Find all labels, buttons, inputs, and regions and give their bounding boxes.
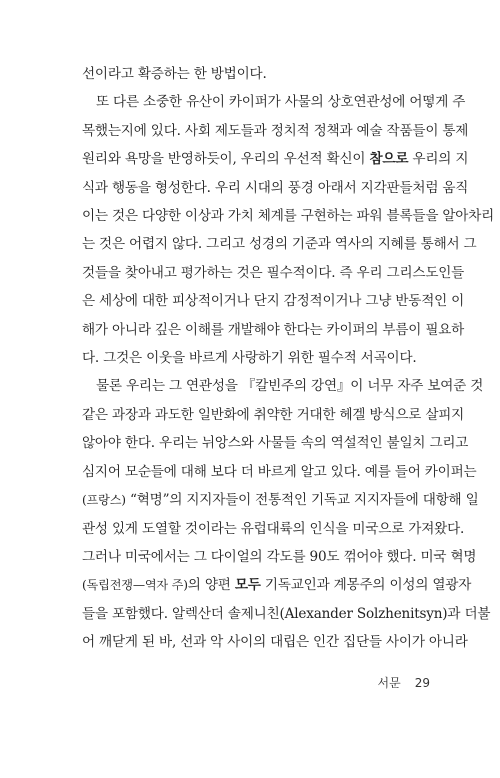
text-line-14: 않아야 한다. 우리는 뉘앙스와 사물들 속의 역설적인 불일치 그리고 bbox=[82, 435, 469, 452]
text-line-10: 해가 아니라 깊은 이해를 개발해야 한다는 카이퍼의 부름이 필요하 bbox=[82, 321, 465, 338]
text-segment: 의 양편 bbox=[187, 577, 235, 594]
page-number: 29 bbox=[414, 676, 430, 690]
text-line-12: 물론 우리는 그 연관성을 『칼빈주의 강연』이 너무 자주 보여준 것 bbox=[96, 378, 484, 395]
text-line-19 bbox=[82, 571, 472, 599]
text-line-2: 또 다른 소중한 유산이 카이퍼가 사물의 상호연관성에 어떻게 주 bbox=[96, 94, 466, 111]
text-segment: “혁명”의 지지자들이 전통적인 기독교 지지자들에 대항해 일 bbox=[125, 492, 479, 509]
text-segment: 기독교인과 계몽주의 이성의 열광자 bbox=[260, 577, 472, 594]
parenthetical-text: (프랑스) bbox=[82, 493, 126, 508]
text-line-4 bbox=[82, 145, 469, 173]
emphasis-text: 모두 bbox=[234, 577, 261, 594]
emphasis-text: 참으로 bbox=[369, 151, 409, 168]
text-line-18: 그러나 미국에서는 그 다이얼의 각도를 90도 꺾어야 했다. 미국 혁명 bbox=[82, 548, 477, 565]
text-line-16 bbox=[82, 486, 479, 514]
text-line-6: 이는 것은 다양한 이상과 가치 체계를 구현하는 파워 블록들을 알아차리 bbox=[82, 208, 495, 225]
text-line-20: 들을 포함했다. 알렉산더 솔제니친(Alexander Solzhenitsyn)과 더불 bbox=[82, 605, 491, 622]
text-segment: 원리와 욕망을 반영하듯이, 우리의 우선적 확신이 bbox=[82, 151, 370, 168]
text-line-21: 어 깨닫게 된 바, 선과 악 사이의 대립은 인간 집단들 사이가 아니라 bbox=[82, 634, 468, 651]
text-line-7: 는 것은 어렵지 않다. 그리고 성경의 기준과 역사의 지혜를 통해서 그 bbox=[82, 236, 477, 253]
text-line-13: 같은 과장과 과도한 일반화에 취약한 거대한 헤겔 방식으로 살피지 bbox=[82, 406, 465, 423]
text-line-5: 식과 행동을 형성한다. 우리 시대의 풍경 아래서 지각판들처럼 움직 bbox=[82, 179, 469, 196]
text-line-3: 목했는지에 있다. 사회 제도들과 정치적 정책과 예술 작품들이 통제 bbox=[82, 122, 469, 139]
text-line-17: 관성 있게 도열할 것이라는 유럽대륙의 인식을 미국으로 가져왔다. bbox=[82, 520, 465, 537]
body-text bbox=[82, 60, 495, 657]
page-footer bbox=[378, 674, 430, 691]
text-line-9: 은 세상에 대한 피상적이거나 단지 감정적이거나 그냥 반동적인 이 bbox=[82, 293, 465, 310]
parenthetical-text: (독립전쟁—역자 주) bbox=[82, 578, 188, 593]
text-segment: 우리의 지 bbox=[408, 151, 469, 168]
text-line-15: 심지어 모순들에 대해 보다 더 바르게 알고 있다. 예를 들어 카이퍼는 bbox=[82, 463, 477, 480]
text-line-1: 선이라고 확증하는 한 방법이다. bbox=[82, 66, 267, 82]
running-footer-section: 서문 bbox=[377, 676, 401, 690]
text-line-8: 것들을 찾아내고 평가하는 것은 필수적이다. 즉 우리 그리스도인들 bbox=[82, 264, 465, 281]
text-line-11: 다. 그것은 이웃을 바르게 사랑하기 위한 필수적 서곡이다. bbox=[82, 350, 417, 367]
